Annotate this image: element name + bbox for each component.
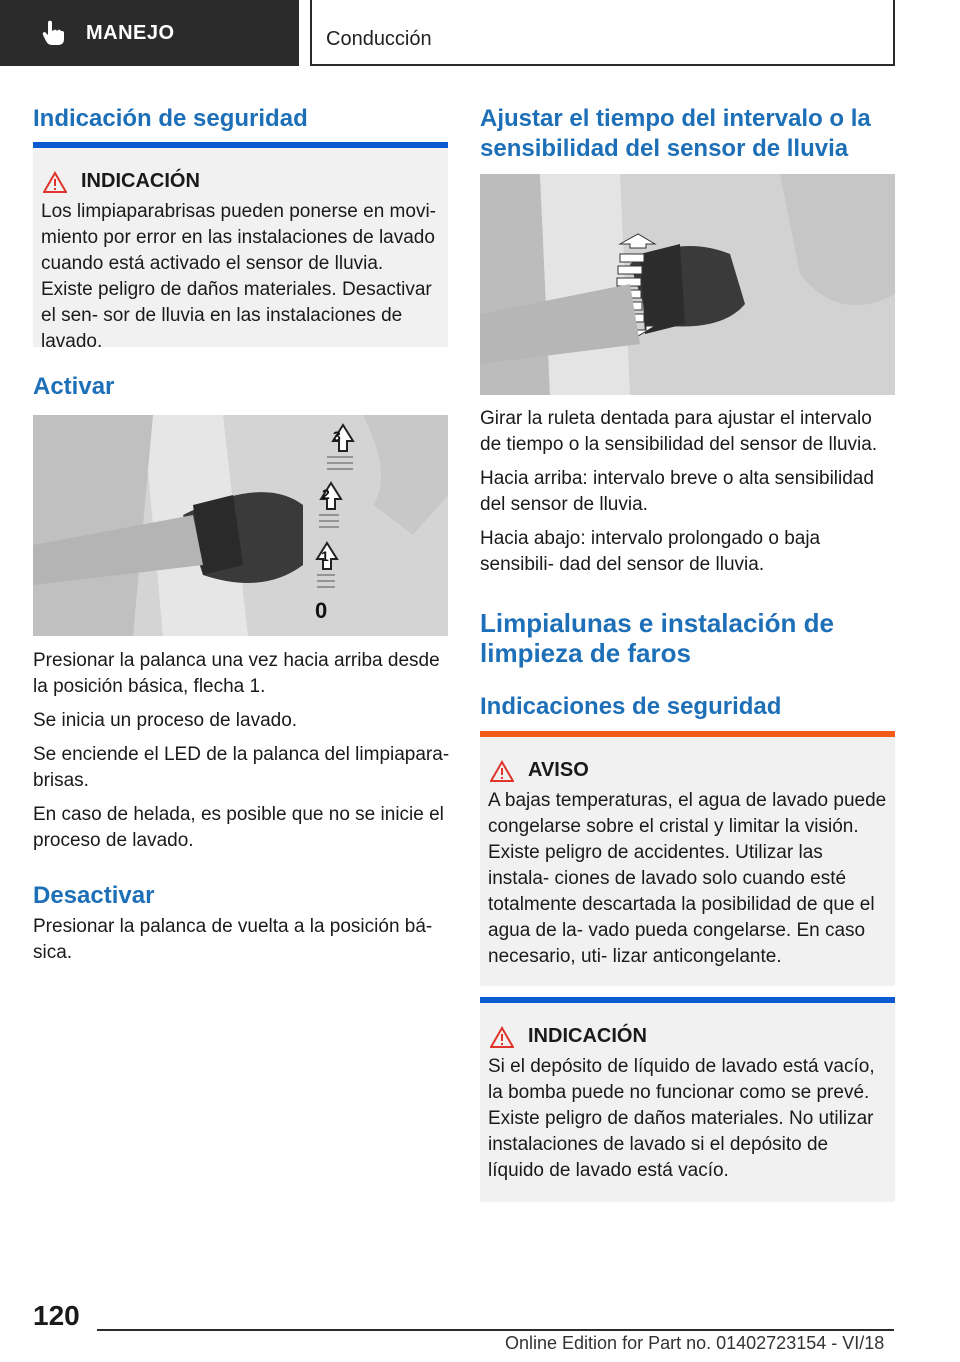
warning-icon: [43, 171, 67, 193]
warning-icon: [490, 760, 514, 782]
notice-text: Los limpiaparabrisas pueden ponerse en movi- miento por error en las instalaciones de lavado cuando está activado el sensor de lluvia. Existe peligro de daños materiales. Desactivar el sen- sor de lluvia en las instalaciones de lavado.: [41, 201, 437, 352]
activate-text: [33, 648, 451, 862]
warning-icon: [490, 1026, 514, 1048]
page-number: 120: [33, 1300, 80, 1331]
notice-title: INDICACIÓN: [43, 170, 440, 193]
figure-label-2: 2: [322, 486, 330, 502]
warning-box: [480, 737, 895, 986]
activate-paragraph: Se enciende el LED de la palanca del limpiapara- brisas.: [33, 744, 450, 791]
figure-label-3: 3: [333, 428, 341, 444]
interval-heading: Ajustar el tiempo del intervalo o la sensibilidad del sensor de lluvia: [480, 105, 871, 162]
interval-paragraph: Girar la ruleta dentada para ajustar el intervalo de tiempo o la sensibilidad del sensor de lluvia.: [480, 408, 878, 455]
wheel-illustration: [480, 174, 895, 395]
notice-title: INDICACIÓN: [490, 1025, 887, 1048]
safety-heading: Indicación de seguridad: [33, 105, 308, 132]
notice-box: [33, 148, 448, 352]
interval-paragraph: Hacia abajo: intervalo prolongado o baja sensibili- dad del sensor de lluvia.: [480, 528, 821, 575]
figure-label-1: 1: [321, 548, 329, 564]
deactivate-text: Presionar la palanca de vuelta a la posición bá- sica.: [33, 916, 433, 963]
lever-up-photo: [33, 415, 448, 636]
activate-paragraph: En caso de helada, es posible que no se inicie el proceso de lavado.: [33, 804, 444, 851]
figure-label-0: 0: [315, 598, 328, 623]
safety-subheading: Indicaciones de seguridad: [480, 693, 782, 720]
footer-divider: [97, 1329, 894, 1331]
headlight-heading: Limpialunas e instalación de limpieza de faros: [480, 608, 834, 668]
activate-paragraph: Presionar la palanca una vez hacia arriba desde la posición básica, flecha 1.: [33, 650, 440, 697]
chapter-label: Conducción: [326, 28, 432, 50]
chapter-tab: [310, 0, 895, 66]
interval-text: [480, 406, 898, 586]
deactivate-heading: Desactivar: [33, 882, 155, 909]
hand-pointer-icon: [40, 19, 68, 47]
lever-illustration: [33, 415, 448, 636]
edition-text: Online Edition for Part no. 01402723154 - VI/18: [505, 1333, 885, 1353]
notice-text: Si el depósito de líquido de lavado está vacío, la bomba puede no funcionar como se prevé. Existe peligro de daños materiales. No utilizar instalaciones de lavado si el depósito de líquido de lavado está vacío.: [488, 1056, 875, 1181]
section-tab: [0, 0, 299, 66]
warning-text: A bajas temperaturas, el agua de lavado puede congelarse sobre el cristal y limitar la visión. Existe peligro de accidentes. Utilizar las instala- ciones de lavado solo cuando esté totalmente descartada la posibilidad de que el agua de la- vado pueda congelarse. En caso necesario, uti- lizar anticongelante.: [488, 790, 887, 967]
notice-box: [480, 1003, 895, 1202]
warning-title: AVISO: [490, 759, 887, 782]
activate-paragraph: Se inicia un proceso de lavado.: [33, 710, 298, 731]
activate-heading: Activar: [33, 373, 115, 400]
wheel-photo: [480, 174, 895, 395]
interval-paragraph: Hacia arriba: intervalo breve o alta sensibilidad del sensor de lluvia.: [480, 468, 874, 515]
section-label: MANEJO: [86, 21, 175, 44]
